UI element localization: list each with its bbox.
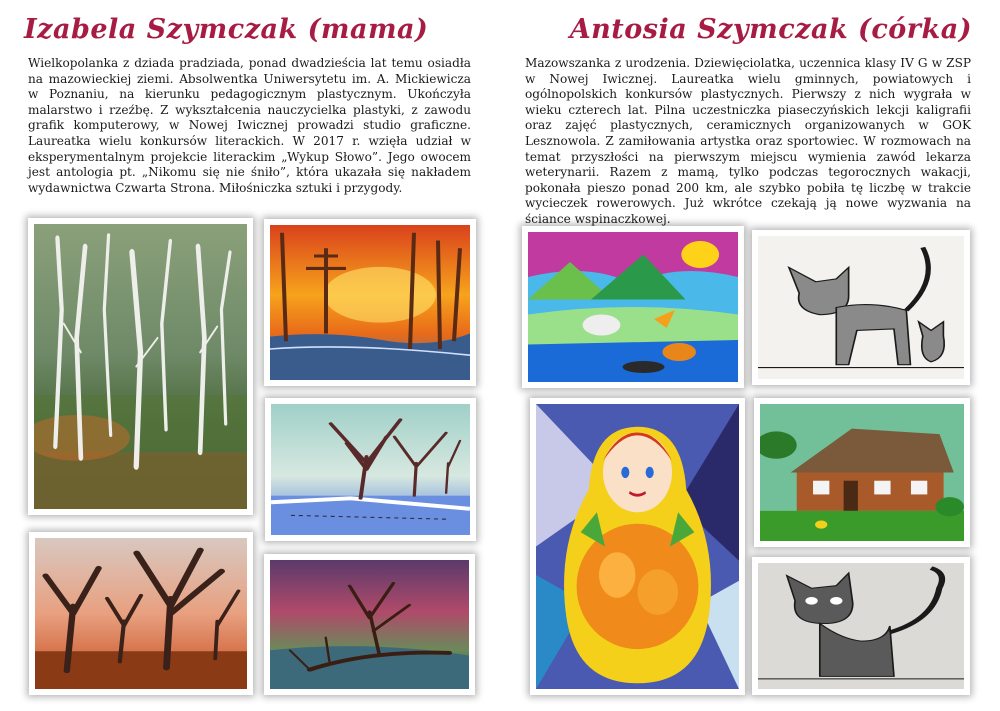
painting-birch-trees bbox=[28, 218, 253, 515]
daughter-name-title: Antosia Szymczak (córka) bbox=[569, 14, 972, 45]
daughter-bio: Mazowszanka z urodzenia. Dziewięciolatka, uczennica klasy IV G w ZSP w Nowej Iwicznej. Laureatka wielu gminnych, powiatowych i ogólnopolskich konkursów plastycznych. Pierwszy z nich wygrała w wieku czterech lat. Pilna uczestniczka piaseczyńskich lekcji kaligrafii oraz zajęć plastycznych, ceramicznych organizowanych w GOK Lesznowola. Z zamiłowania artystka oraz sportowiec. W rozmowach na temat przyszłości na pierwszym miejscu wymienia zawód lekarza weterynarii. Razem z mamą, tylko podczas tegorocznych wakacji, pokonała pieszo ponad 200 km, ale szybko pobiła tę liczbę w trakcie wycieczek rowerowych. Już wkrótce czekają ją nowe wyzwania na ściance wspinaczkowej. bbox=[525, 56, 971, 226]
drawing-matryoshka-doll bbox=[530, 398, 745, 695]
drawing-two-cats bbox=[752, 230, 970, 385]
painting-winter-willows bbox=[265, 398, 476, 541]
painting-sunset-cross bbox=[264, 219, 476, 386]
mother-bio: Wielkopolanka z dziada pradziada, ponad dwadzieścia lat temu osiadła na mazowieckiej ziemi. Absolwentka Uniwersytetu im. A. Mickiewicza w Poznaniu, na kierunku pedagogicznym plastycznym. Ukończyła malarstwo i rzeźbę. Z wykształcenia nauczycielka plastyki, z zawodu grafik komputerowy, w Nowej Iwicznej prowadzi studio graficzne. Laureatka wielu konkursów literackich. W 2017 r. wzięła udział w eksperymentalnym projekcie literackim „Wykup Słowo”. Jego owocem jest antologia pt. „Nikomu się nie śniło”, która ukazała się nakładem wydawnictwa Czwarta Strona. Miłośniczka sztuki i przygody. bbox=[28, 56, 471, 195]
mother-name-title: Izabela Szymczak (mama) bbox=[24, 14, 429, 45]
painting-fallen-tree bbox=[264, 554, 475, 695]
painting-bare-trees bbox=[29, 532, 253, 695]
drawing-thatched-cottage bbox=[754, 398, 970, 547]
drawing-animals-landscape bbox=[522, 226, 744, 388]
drawing-black-cat bbox=[752, 557, 970, 695]
